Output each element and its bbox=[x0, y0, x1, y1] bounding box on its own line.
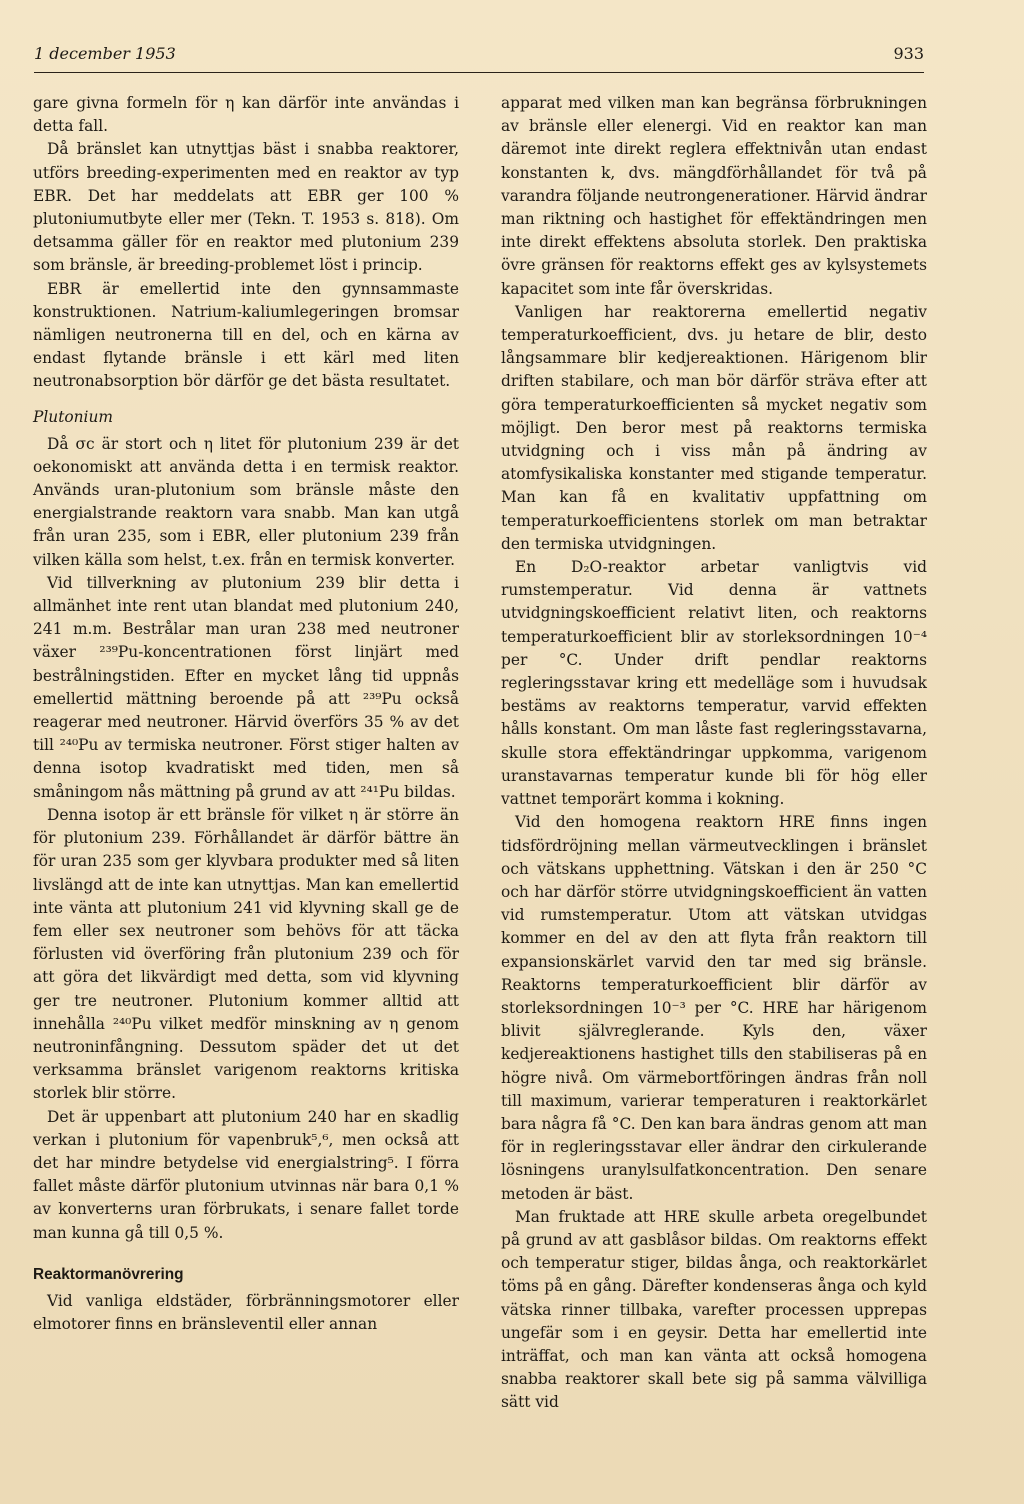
paragraph: Vid vanliga eldstäder, förbränningsmotorer eller elmotorer finns en bränsleventil eller annan bbox=[33, 1291, 459, 1333]
paragraph: Vid tillverkning av plutonium 239 blir detta i allmänhet inte rent utan blandat med plutonium 240, 241 m.m. Bestrålar man uran 238 med neutroner växer ²³⁹Pu-koncentrationen först linjärt med bestrålningstiden. Efter en mycket lång tid uppnås emellertid mättning beroende på att ²³⁹Pu också reagerar med neutroner. Härvid överförs 35 % av det till ²⁴⁰Pu av termiska neutroner. Först stiger halten av denna isotop kvadratiskt med tiden, men så småningom nås mättning på grund av att ²⁴¹Pu bildas. bbox=[33, 573, 459, 801]
issue-date: 1 december 1953 bbox=[34, 44, 176, 63]
page-number: 933 bbox=[893, 44, 924, 63]
paragraph: Då σc är stort och η litet för plutonium 239 är det oekonomiskt att använda detta i en termisk reaktor. Används uran-plutonium som bränsle måste den energialstrande reaktorn vara snabb. Man kan utgå från uran 235, som i EBR, eller plutonium 239 från vilken källa som helst, t.ex. från en termisk konverter. bbox=[33, 434, 459, 569]
paragraph: gare givna formeln för η kan därför inte användas i detta fall. bbox=[33, 94, 459, 136]
paragraph: Man fruktade att HRE skulle arbeta oregelbundet på grund av att gasblåsor bildas. Om reaktorns effekt och temperatur stiger, bildas ånga, och reaktorkärlet töms på en gång. Därefter kondenseras ånga och kyld vätska rinner tillbaka, varefter processen upprepas ungefär som i en geysir. Detta har emellertid inte inträffat, och man kan vänta att också homogena snabba reaktorer skall bete sig på samma välvilliga sätt vid bbox=[501, 1207, 927, 1412]
paragraph: Denna isotop är ett bränsle för vilket η är större än för plutonium 239. Förhållandet är därför bättre än för uran 235 som ger klyvbara produkter med så liten livslängd att de inte kan utnyttjas. Man kan emellertid inte vänta att plutonium 241 vid klyvning skall ge de fem eller sex neutroner som behövs för att täcka förlusten vid överföring från plutonium 239 och för att göra det likvärdigt med detta, som vid klyvning ger tre neutroner. Plutonium kommer alltid att innehålla ²⁴⁰Pu vilket medför minskning av η genom neutroninfångning. Dessutom späder det ut det verksamma bränslet varigenom reaktorns kritiska storlek blir större. bbox=[33, 805, 459, 1103]
left-column bbox=[33, 92, 459, 1336]
paragraph: Då bränslet kan utnyttjas bäst i snabba reaktorer, utförs breeding-experimenten med en reaktor av typ EBR. Det har meddelats att EBR ger 100 % plutoniumutbyte eller mer (Tekn. T. 1953 s. 818). Om detsamma gäller för en reaktor med plutonium 239 som bränsle, är breeding-problemet löst i princip. bbox=[33, 140, 459, 275]
paragraph: Vid den homogena reaktorn HRE finns ingen tidsfördröjning mellan värmeutvecklingen i bränslet och vätskans upphettning. Vätskan i den är 250 °C och har därför större utvidgningskoefficient än vatten vid rumstemperatur. Utom att vätskan utvidgas kommer en del av den att flyta från reaktorn till expansionskärlet varvid den tar med sig bränsle. Reaktorns temperaturkoefficient blir därför av storleksordningen 10⁻³ per °C. HRE har härigenom blivit självreglerande. Kyls den, växer kedjereaktionens hastighet tills den stabiliseras på en högre nivå. Om värmebortföringen ändras från noll till maximum, varierar temperaturen i reaktorkärlet bara några få °C. Den kan bara ändras genom att man för in regleringsstavar eller ändrar den cirkulerande lösningens uranylsulfatkoncentration. Den senare metoden är bäst. bbox=[501, 813, 927, 1203]
paragraph: apparat med vilken man kan begränsa förbrukningen av bränsle eller elenergi. Vid en reaktor kan man däremot inte direkt reglera effektnivån utan endast konstanten k, dvs. mängdförhållandet för två på varandra följande neutrongenerationer. Härvid ändrar man riktning och hastighet för effektändringen men inte direkt effektens absoluta storlek. Den praktiska övre gränsen för reaktorns effekt ges av kylsystemets kapacitet som inte får överskridas. bbox=[501, 94, 927, 298]
paragraph: EBR är emellertid inte den gynnsammaste konstruktionen. Natrium-kaliumlegeringen bromsar nämligen neutronerna till en del, och en kärna av endast flytande bränsle i ett kärl med liten neutronabsorption bör därför ge det bästa resultatet. bbox=[33, 279, 459, 391]
right-column bbox=[501, 92, 927, 1415]
paragraph: Vanligen har reaktorerna emellertid negativ temperaturkoefficient, dvs. ju hetare de blir, desto långsammare blir kedjereaktionen. Härigenom blir driften stabilare, och man bör därför sträva efter att göra temperaturkoefficienten så mycket negativ som möjligt. Den beror mest på reaktorns termiska utvidgning och i viss mån på ändring av atomfysikaliska konstanter med stigande temperatur. Man kan få en kvalitativ uppfattning om temperaturkoefficientens storlek om man betraktar den termiska utvidgningen. bbox=[501, 302, 927, 553]
section-heading-reaktormanovrering: Reaktormanövrering bbox=[33, 1265, 184, 1283]
section-heading-plutonium: Plutonium bbox=[33, 407, 113, 426]
paragraph: Det är uppenbart att plutonium 240 har en skadlig verkan i plutonium för vapenbruk⁵,⁶, men också att det har mindre betydelse vid energialstring⁵. I förra fallet måste därför plutonium utvinnas när bara 0,1 % av konverterns uran förbrukats, i senare fallet torde man kunna gå till 0,5 %. bbox=[33, 1107, 459, 1242]
paragraph: En D₂O-reaktor arbetar vanligtvis vid rumstemperatur. Vid denna är vattnets utvidgningskoefficient relativt liten, och reaktorns temperaturkoefficient blir av storleksordningen 10⁻⁴ per °C. Under drift pendlar reaktorns regleringsstavar kring ett medelläge som i huvudsak bestäms av reaktorns temperatur, varvid effekten hålls konstant. Om man låste fast regleringsstavarna, skulle stora effektändringar uppkomma, varigenom uranstavarnas temperatur kunde bli för hög eller vattnet temporärt komma i kokning. bbox=[501, 558, 927, 809]
running-header bbox=[34, 40, 924, 73]
